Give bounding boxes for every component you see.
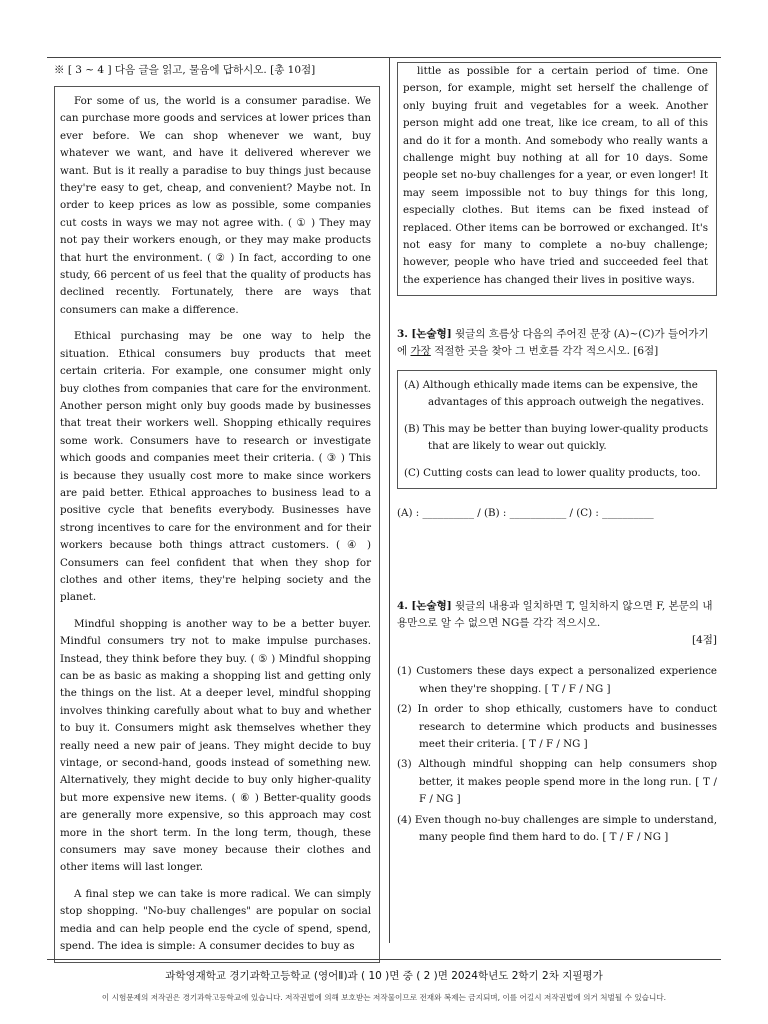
question-3-prompt [397, 326, 717, 360]
given-sentence-c: (C) Cutting costs can lead to lower quality products, too. [404, 467, 701, 480]
passage-paragraph-4-continued: little as possible for a certain period of time. One person, for example, might set herself the challenge of only buying fruit and vegetables for a week. Another person might add one treat, like ice cream, to all of this and do it for a month. And somebody who really wants a challenge might buy nothing at all for 10 days. Some people set no-buy challenges for a year, or even longer! It may seem impossible not to buy things for this long, especially clothes. But items can be fixed instead of replaced. Other items can be borrowed or exchanged. It's not easy for many to complete a no-buy challenge; however, people who have tried and succeeded feel that the experience has changed their lives in positive ways. [403, 65, 708, 286]
statement-4[interactable]: (4) Even though no-buy challenges are simple to understand, many people find them hard to do. [ T / F / NG ] [397, 813, 717, 843]
passage-continuation-box [397, 62, 717, 296]
given-sentences-box [397, 370, 717, 489]
question-4-text: 윗글의 내용과 일치하면 T, 일치하지 않으면 F, 본문의 내용만으로 알 수 없으면 NG를 각각 적으시오. [397, 600, 713, 630]
passage-paragraph-4: A final step we can take is more radical. We can simply stop shopping. "No-buy challenges" are popular on social media and can help people end the cycle of spend, spend, spend. The idea is simple: A consumer decides to buy as [60, 887, 371, 953]
top-rule [47, 57, 721, 58]
question-4-points: [4점] [691, 634, 717, 647]
copyright-notice: 이 시험문제의 저작권은 경기과학고등학교에 있습니다. 저작권법에 의해 보호받는 저작물이므로 전재와 복제는 금지되며, 이를 어길시 저작권법에 의거 처벌될 수 있습니다. [101, 993, 667, 1002]
section-instruction: ※ [ 3 ~ 4 ] 다음 글을 읽고, 물음에 답하시오. [총 10점] [54, 64, 316, 76]
left-column [54, 62, 380, 963]
statement-2[interactable]: (2) In order to shop ethically, customers have to conduct research to determine which products and businesses meet their criteria. [ T / F / NG ] [397, 703, 717, 750]
reading-passage-box [54, 86, 380, 963]
statement-1[interactable]: (1) Customers these days expect a personalized experience when they're shopping. [ T / F / NG ] [397, 665, 717, 695]
question-3-answer-line[interactable]: (A) : __________ / (B) : ___________ / (C) : __________ [397, 507, 654, 520]
question-4-statements [397, 663, 717, 846]
question-4 [397, 598, 717, 846]
given-sentence-a: (A) Although ethically made items can be expensive, the advantages of this approach outweigh the negatives. [404, 379, 705, 409]
right-column [397, 62, 717, 849]
passage-paragraph-2: Ethical purchasing may be one way to help the situation. Ethical consumers buy products that meet certain criteria. For example, one consumer might only buy clothes from companies that care for the environment. Another person might only buy goods made by businesses that treat their workers well. Shopping ethically requires some work. Consumers have to research or investigate which goods and companies meet their criteria. ( ③ ) This is because they usually cost more to make since workers are paid better. Ethical approaches to business lead to a positive cycle that benefits everybody. Businesses have strong incentives to care for the environment and for their workers because both things attract customers. ( ④ ) Consumers can feel confident that when they shop for clothes and other items, they're helping society and the planet. [60, 330, 371, 604]
question-3-text-before: 윗글의 흐름상 다음의 주어진 문장 (A)~(C)가 들어가기에 [397, 328, 709, 358]
question-3-tag: [논술형] [411, 328, 452, 341]
passage-paragraph-1: For some of us, the world is a consumer paradise. We can purchase more goods and services at lower prices than ever before. We can shop whenever we want, buy whatever we want, and have it delivered wherever we want. But is it really a paradise to buy things just because they're easy to get, cheap, and convenient? Maybe not. In order to keep prices as low as possible, some companies cut costs in ways we may not agree with. ( ① ) They may not pay their workers enough, or they may make products that hurt the environment. ( ② ) In fact, according to one study, 66 percent of us feel that the quality of products has declined recently. Fortunately, there are ways that consumers can make a difference. [60, 95, 371, 316]
passage-paragraph-3: Mindful shopping is another way to be a better buyer. Mindful consumers try not to make impulse purchases. Instead, they think before they buy. ( ⑤ ) Mindful shopping can be as basic as making a shopping list and getting only the things on the list. At a deeper level, mindful shopping involves thinking carefully about what to buy and whether to buy it. Consumers might ask themselves whether they really need a new pair of jeans. They might decide to buy vintage, or second-hand, goods instead of something new. Alternatively, they might decide to buy only higher-quality but more expensive new items. ( ⑥ ) Better-quality goods are generally more expensive, so this approach may cost more in the short term. In the long term, though, these consumers may save money because their clothes and other items will last longer. [60, 617, 371, 874]
given-sentence-b: (B) This may be better than buying lower-quality products that are likely to wear out quickly. [404, 423, 709, 453]
question-4-number: 4. [397, 600, 408, 613]
bottom-rule [47, 959, 721, 960]
question-3-underlined: 가장 [410, 345, 431, 358]
question-3-text-after: 적절한 곳을 찾아 그 번호를 각각 적으시오. [6점] [430, 345, 659, 358]
column-divider [389, 57, 390, 943]
page-footer: 과학영재학교 경기과학고등학교 (영어Ⅱ)과 ( 10 )면 중 ( 2 )면 2024학년도 2학기 2차 지필평가 [165, 970, 603, 982]
question-3-number: 3. [397, 328, 408, 341]
question-3 [397, 326, 717, 522]
question-4-prompt [397, 598, 717, 632]
statement-3[interactable]: (3) Although mindful shopping can help consumers shop better, it makes people spend more in the long run. [ T / F / NG ] [397, 758, 717, 806]
question-4-tag: [논술형] [411, 600, 452, 613]
